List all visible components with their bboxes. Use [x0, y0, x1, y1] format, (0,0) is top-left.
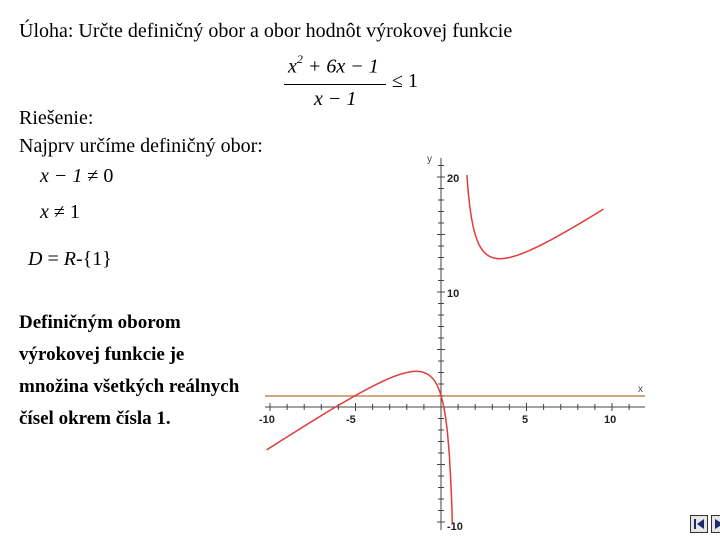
y-tick-20: 20	[447, 173, 460, 185]
x-tick-neg5: -5	[346, 414, 356, 426]
y-tick-10: 10	[447, 288, 460, 300]
y-tick-neg10: -10	[447, 521, 463, 533]
equation-1: x − 1 ≠ 0	[40, 165, 114, 187]
formula-relation: ≤ 1	[392, 70, 418, 92]
solution-label: Riešenie:	[19, 107, 94, 129]
equation-2: x ≠ 1	[40, 201, 80, 223]
formula-denominator: x − 1	[314, 88, 357, 110]
conclusion-text: Definičným oborom výrokovej funkcie je množina všetkých reálnych čísel okrem čísla 1.	[19, 312, 240, 429]
first-slide-icon	[691, 516, 707, 532]
y-axis-label: y	[427, 154, 432, 165]
x-tick-5: 5	[522, 414, 529, 426]
next-slide-icon	[712, 516, 720, 532]
graph-axes	[265, 158, 645, 530]
curve-left-branch	[267, 371, 453, 523]
formula-numerator: $x^2 + 6x - 1$	[288, 52, 379, 78]
x-axis-label: x	[638, 384, 643, 395]
first-slide-button[interactable]	[690, 515, 708, 533]
solution-step1: Najprv určíme definičný obor:	[19, 135, 263, 157]
x-tick-10: 10	[604, 414, 617, 426]
x-tick-neg10: -10	[259, 414, 275, 426]
task-title: Úloha: Určte definičný obor a obor hodnôt výrokovej funkcie	[19, 20, 513, 42]
domain-result: D = R-{1}	[28, 248, 112, 270]
next-slide-button[interactable]	[711, 515, 720, 533]
curve-right-branch	[467, 175, 604, 259]
